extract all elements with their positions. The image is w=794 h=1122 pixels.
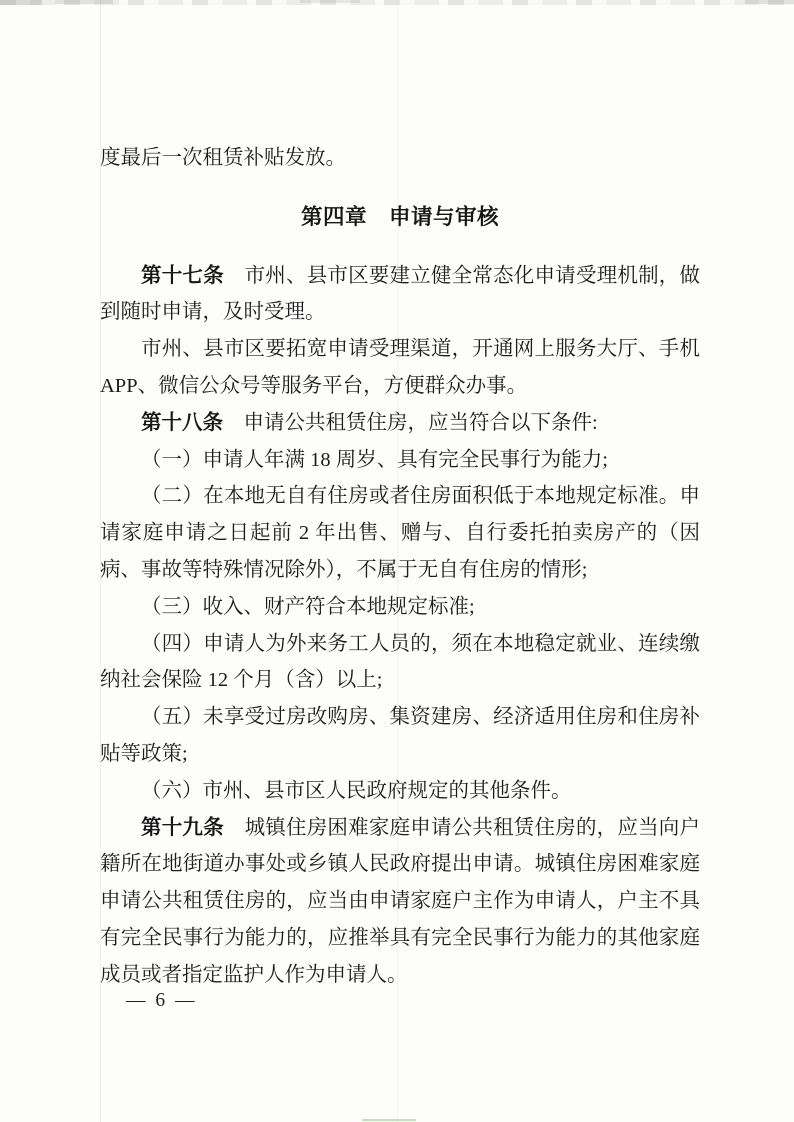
paragraph-text: （一）申请人年满 18 周岁、具有完全民事行为能力; bbox=[141, 448, 608, 471]
article-number: 第十九条 bbox=[141, 815, 245, 839]
scan-noise-spot bbox=[745, 0, 794, 4]
scan-noise-spot bbox=[0, 0, 42, 5]
paragraph-text: （六）市州、县市区人民政府规定的其他条件。 bbox=[141, 779, 572, 802]
paragraph-text: 市州、县市区要建立健全常态化申请受理机制，做到随时申请，及时受理。 bbox=[100, 264, 701, 324]
paragraph bbox=[100, 699, 700, 773]
page-number: — 6 — bbox=[126, 990, 197, 1011]
paragraph bbox=[100, 331, 700, 405]
paragraph bbox=[100, 626, 700, 700]
paragraph bbox=[100, 589, 700, 626]
paragraph-text: （四）申请人为外来务工人员的，须在本地稳定就业、连续缴纳社会保险 12 个月（含）以上; bbox=[100, 632, 700, 692]
paragraph bbox=[100, 478, 700, 588]
document-body bbox=[100, 140, 700, 994]
paragraph bbox=[100, 405, 700, 442]
paragraph bbox=[100, 442, 700, 479]
paragraph bbox=[100, 810, 700, 994]
paragraph-text: （二）在本地无自有住房或者住房面积低于本地规定标准。申请家庭申请之日起前 2 年出售、赠与、自行委托拍卖房产的（因病、事故等特殊情况除外），不属于无自有住房的情形; bbox=[100, 485, 700, 581]
scan-color-artifact bbox=[362, 1119, 416, 1121]
scan-noise-spot bbox=[55, 0, 113, 4]
paragraph-text: （三）收入、财产符合本地规定标准; bbox=[141, 595, 475, 618]
article-number: 第十八条 bbox=[141, 410, 244, 434]
paragraph-text: （五）未享受过房改购房、集资建房、经济适用住房和住房补贴等政策; bbox=[100, 706, 700, 765]
paragraph-text: 城镇住房困难家庭申请公共租赁住房的，应当向户籍所在地街道办事处或乡镇人民政府提出申请。城镇住房困难家庭申请公共租赁住房的，应当由申请家庭户主作为申请人，户主不具有完全民事行为能力的，应推举具有完全民事行为能力的其他家庭成员或者指定监护人作为申请人。 bbox=[100, 816, 701, 986]
scan-noise-spot bbox=[300, 0, 360, 3]
paragraph-text: 市州、县市区要拓宽申请受理渠道，开通网上服务大厅、手机 APP、微信公众号等服务平台，方便群众办事。 bbox=[100, 338, 700, 397]
article-number: 第十七条 bbox=[141, 263, 245, 287]
continuation-paragraph: 度最后一次租赁补贴发放。 bbox=[100, 147, 346, 169]
paragraph bbox=[100, 773, 700, 810]
chapter-heading: 第四章 申请与审核 bbox=[300, 204, 499, 229]
paragraph bbox=[100, 258, 700, 332]
paragraph-text: 申请公共租赁住房，应当符合以下条件: bbox=[243, 411, 598, 434]
article-paragraphs bbox=[100, 258, 700, 994]
